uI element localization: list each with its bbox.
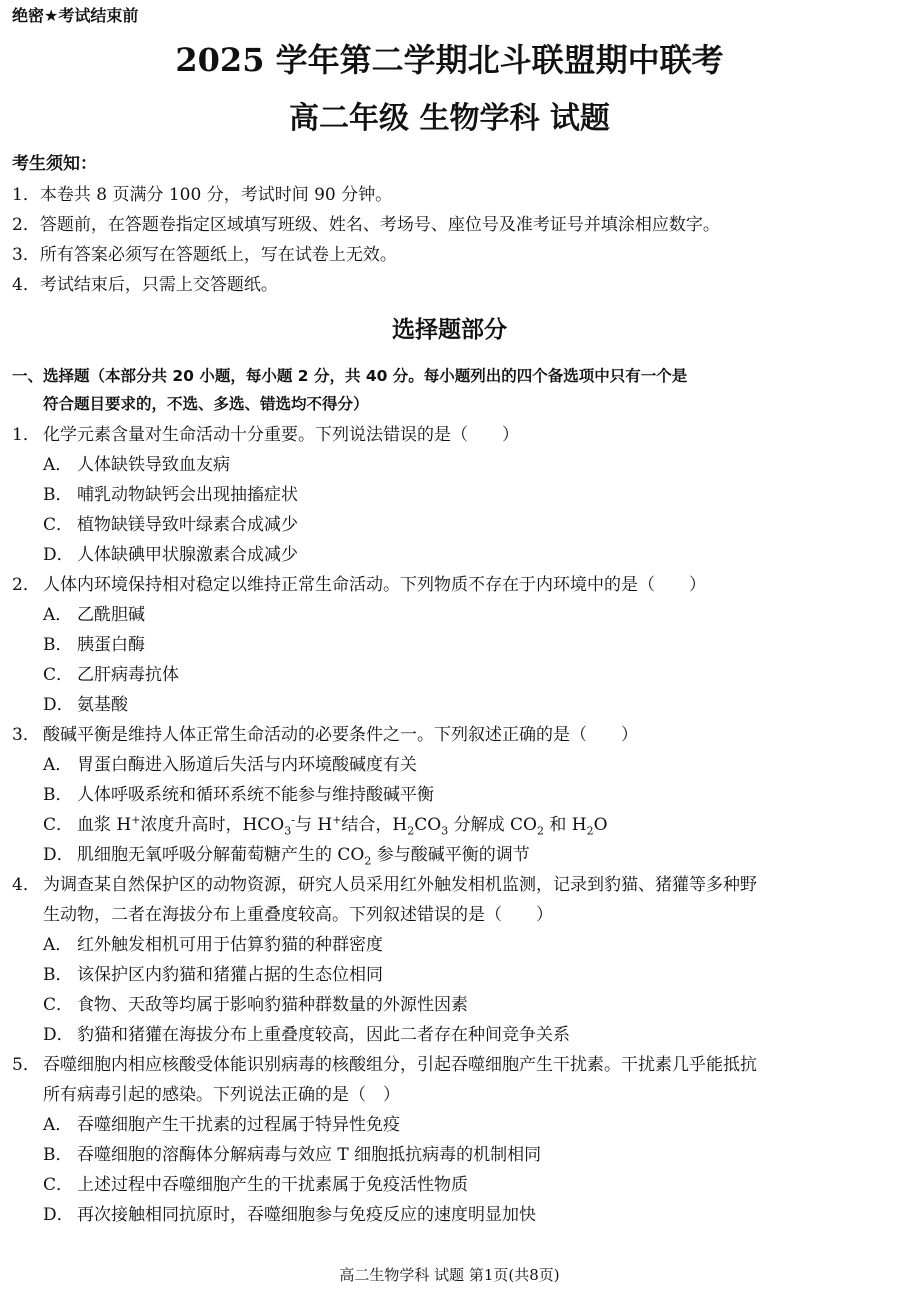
question-number: 1． (12, 425, 40, 445)
text-fragment: 肌细胞无氧呼吸分解葡萄糖产生的 CO (77, 845, 365, 865)
option-b (12, 630, 892, 660)
option-a (12, 930, 892, 960)
subscript: 2 (364, 854, 372, 868)
option-text (77, 813, 608, 838)
option-letter: C． (43, 815, 74, 835)
question-number: 5． (12, 1055, 40, 1075)
option-letter: D． (43, 545, 74, 565)
option-text: 人体呼吸系统和循环系统不能参与维持酸碱平衡 (77, 785, 434, 805)
option-letter: D． (43, 1205, 74, 1225)
option-letter: D． (43, 845, 74, 865)
option-letter: D． (43, 695, 74, 715)
text-fragment: CO (414, 815, 442, 835)
question-number: 3． (12, 725, 40, 745)
text-fragment: 与 H (294, 815, 333, 835)
option-c (12, 990, 892, 1020)
option-b (12, 960, 892, 990)
notice-item: 3．所有答案必须写在答题纸上，写在试卷上无效。 (12, 245, 397, 265)
question-text: 为调查某自然保护区的动物资源，研究人员采用红外触发相机监测，记录到豹猫、猪獾等多种野 (43, 875, 757, 895)
option-d (12, 540, 892, 570)
option-text: 植物缺镁导致叶绿素合成减少 (77, 515, 298, 535)
option-text: 食物、天敌等均属于影响豹猫种群数量的外源性因素 (77, 995, 468, 1015)
option-letter: A． (43, 935, 73, 955)
notice-item: 1．本卷共 8 页满分 100 分，考试时间 90 分钟。 (12, 185, 393, 205)
option-a (12, 1110, 892, 1140)
text-fragment: O (593, 815, 608, 835)
option-letter: C． (43, 515, 74, 535)
notice-heading: 考生须知： (12, 154, 97, 174)
option-b (12, 780, 892, 810)
part-instructions-line1: 一、选择题（本部分共 20 小题，每小题 2 分，共 40 分。每小题列出的四个备选项中只有一个是 (12, 367, 688, 385)
option-text: 该保护区内豹猫和猪獾占据的生态位相同 (77, 965, 383, 985)
question-text-continued: 生动物，二者在海拔分布上重叠度较高。下列叙述错误的是（ ） (43, 905, 553, 925)
text-fragment: 结合，H (341, 815, 408, 835)
part-instructions (12, 362, 890, 418)
question-number: 2． (12, 575, 40, 595)
confidential-mark: 绝密★考试结束前 (12, 6, 139, 25)
superscript: - (291, 813, 295, 827)
option-text: 乙肝病毒抗体 (77, 665, 179, 685)
text-fragment: 血浆 H (77, 815, 132, 835)
text-fragment: 浓度升高时，HCO (140, 815, 285, 835)
question-stem (12, 570, 892, 600)
option-c (12, 1170, 892, 1200)
superscript: + (131, 813, 141, 827)
superscript: + (332, 813, 342, 827)
subscript: 2 (586, 824, 594, 838)
option-text: 胰蛋白酶 (77, 635, 145, 655)
option-a (12, 600, 892, 630)
option-text: 人体缺碘甲状腺激素合成减少 (77, 545, 298, 565)
option-letter: A． (43, 605, 73, 625)
option-d (12, 690, 892, 720)
text-fragment: 和 H (543, 815, 587, 835)
text-fragment: 参与酸碱平衡的调节 (371, 845, 530, 865)
question-text: 酸碱平衡是维持人体正常生命活动的必要条件之一。下列叙述正确的是（ ） (43, 725, 638, 745)
question-3 (12, 720, 892, 870)
option-text: 胃蛋白酶进入肠道后失活与内环境酸碱度有关 (77, 755, 417, 775)
question-stem (12, 870, 892, 930)
option-text: 上述过程中吞噬细胞产生的干扰素属于免疫活性物质 (77, 1175, 468, 1195)
text-fragment: 分解成 CO (448, 815, 537, 835)
option-text: 再次接触相同抗原时，吞噬细胞参与免疫反应的速度明显加快 (77, 1205, 536, 1225)
question-text-continued: 所有病毒引起的感染。下列说法正确的是（ ） (43, 1085, 400, 1105)
option-text: 氨基酸 (77, 695, 128, 715)
option-letter: B． (43, 635, 73, 655)
option-d (12, 1200, 892, 1230)
option-text: 吞噬细胞产生干扰素的过程属于特异性免疫 (77, 1115, 400, 1135)
option-text: 吞噬细胞的溶酶体分解病毒与效应 T 细胞抵抗病毒的机制相同 (77, 1145, 542, 1165)
question-text: 吞噬细胞内相应核酸受体能识别病毒的核酸组分，引起吞噬细胞产生干扰素。干扰素几乎能抵抗 (43, 1055, 757, 1075)
option-text: 哺乳动物缺钙会出现抽搐症状 (77, 485, 298, 505)
option-b (12, 1140, 892, 1170)
option-c (12, 660, 892, 690)
option-letter: A． (43, 755, 73, 775)
option-d (12, 840, 892, 870)
option-c (12, 510, 892, 540)
question-stem (12, 1050, 892, 1110)
question-stem (12, 420, 892, 450)
option-letter: C． (43, 995, 74, 1015)
option-letter: B． (43, 1145, 73, 1165)
question-1 (12, 420, 892, 570)
option-text (77, 845, 530, 868)
notice-item: 4．考试结束后，只需上交答题纸。 (12, 275, 278, 295)
question-text: 人体内环境保持相对稳定以维持正常生命活动。下列物质不存在于内环境中的是（ ） (43, 575, 706, 595)
notice-item: 2．答题前，在答题卷指定区域填写班级、姓名、考场号、座位号及准考证号并填涂相应数字。 (12, 215, 720, 235)
option-letter: A． (43, 455, 73, 475)
option-letter: A． (43, 1115, 73, 1135)
subscript: 2 (536, 824, 544, 838)
option-a (12, 750, 892, 780)
notice-list (12, 180, 892, 300)
option-letter: B． (43, 785, 73, 805)
question-list (12, 420, 892, 1230)
part-instructions-line2: 符合题目要求的，不选、多选、错选均不得分） (43, 395, 369, 413)
question-4 (12, 870, 892, 1050)
option-d (12, 1020, 892, 1050)
option-letter: C． (43, 665, 74, 685)
question-2 (12, 570, 892, 720)
option-b (12, 480, 892, 510)
section-title: 选择题部分 (392, 316, 507, 343)
option-text: 人体缺铁导致血友病 (77, 455, 230, 475)
question-number: 4． (12, 875, 40, 895)
option-letter: D． (43, 1025, 74, 1045)
subscript: 2 (407, 824, 415, 838)
option-a (12, 450, 892, 480)
option-text: 乙酰胆碱 (77, 605, 145, 625)
option-letter: B． (43, 485, 73, 505)
option-c (12, 810, 892, 840)
page-footer: 高二生物学科 试题 第1页(共8页) (339, 1266, 560, 1284)
subscript: 3 (441, 824, 449, 838)
exam-title: 2025 学年第二学期北斗联盟期中联考 (175, 41, 724, 79)
question-5 (12, 1050, 892, 1230)
option-letter: C． (43, 1175, 74, 1195)
option-text: 红外触发相机可用于估算豹猫的种群密度 (77, 935, 383, 955)
subscript: 3 (284, 824, 292, 838)
option-text: 豹猫和猪獾在海拔分布上重叠度较高，因此二者存在种间竞争关系 (77, 1025, 570, 1045)
option-letter: B． (43, 965, 73, 985)
question-text: 化学元素含量对生命活动十分重要。下列说法错误的是（ ） (43, 425, 519, 445)
question-stem (12, 720, 892, 750)
exam-subtitle: 高二年级 生物学科 试题 (289, 101, 610, 136)
